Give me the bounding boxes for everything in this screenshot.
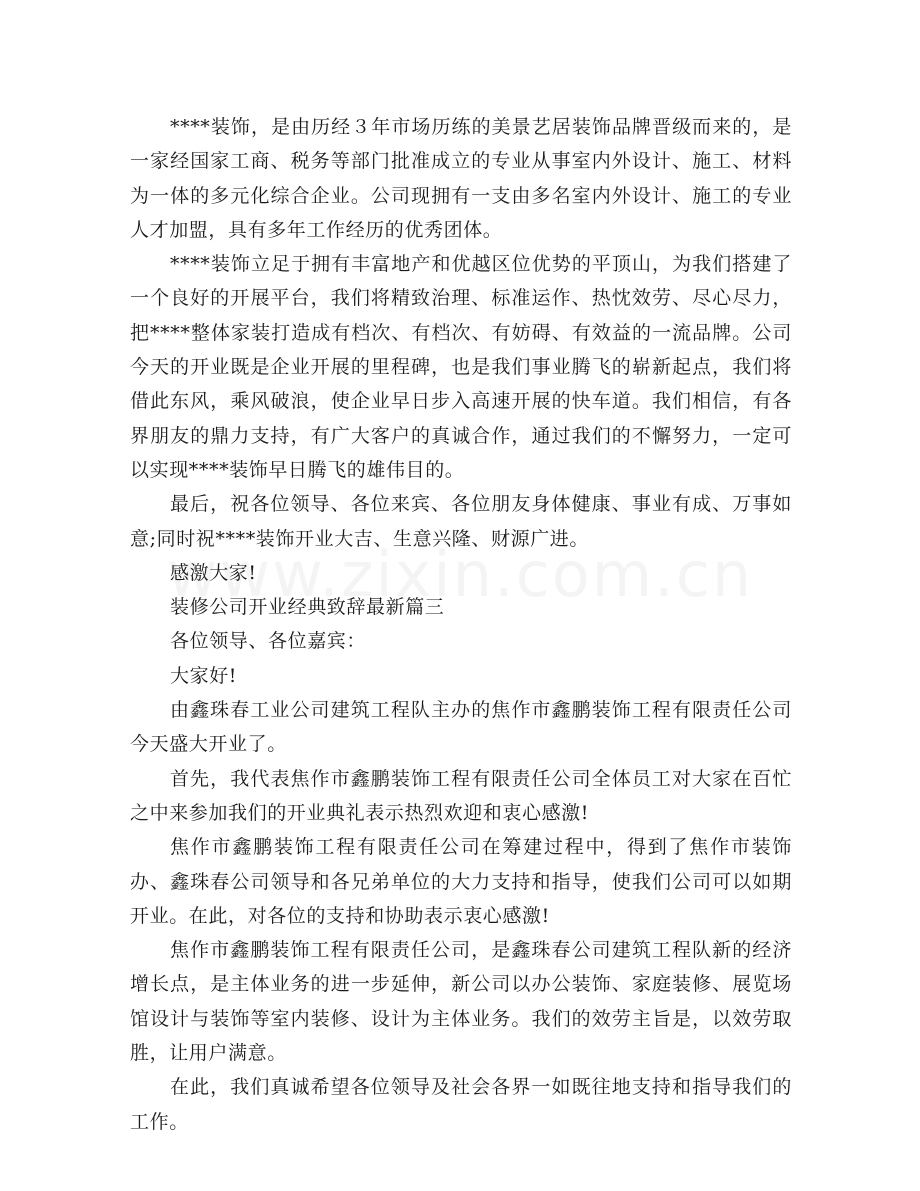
paragraph-company-vision: ****装饰立足于拥有丰富地产和优越区位优势的平顶山，为我们搭建了一个良好的开展平台，我们将精致治理、标准运作、热忱效劳、尽心尽力，把****整体家装打造成有档次、有档次、有妨碍、有效益的一流品牌。公司今天的开业既是企业开展的里程碑，也是我们事业腾飞的崭新起点，我们将借此东风，乘风破浪，使企业早日步入高速开展的快车道。我们相信，有各界朋友的鼎力支持，有广大客户的真诚合作，通过我们的不懈努力，一定可以实现****装饰早日腾飞的雄伟目的。 <box>130 253 792 481</box>
paragraph-company-intro: ****装饰，是由历经３年市场历练的美景艺居装饰品牌晋级而来的，是一家经国家工商、税务等部门批准成立的专业从事室内外设计、施工、材料为一体的多元化综合企业。公司现拥有一支由多名室内外设计、施工的专业人才加盟，具有多年工作经历的优秀团体。 <box>130 116 792 241</box>
paragraph-hope: 在此，我们真诚希望各位领导及社会各界一如既往地支持和指导我们的工作。 <box>130 1076 792 1133</box>
paragraph-acknowledgement: 焦作市鑫鹏装饰工程有限责任公司在筹建过程中，得到了焦作市装饰办、鑫珠春公司领导和各兄弟单位的大力支持和指导，使我们公司可以如期开业。在此，对各位的支持和协助表示衷心感激! <box>130 836 792 927</box>
paragraph-greeting: 大家好! <box>170 664 238 687</box>
paragraph-closing-wishes: 最后，祝各位领导、各位来宾、各位朋友身体健康、事业有成、万事如意;同时祝****装饰开业大吉、生意兴隆、财源广进。 <box>130 493 792 550</box>
paragraph-business-scope: 焦作市鑫鹏装饰工程有限责任公司，是鑫珠春公司建筑工程队新的经济增长点，是主体业务的进一步延伸，新公司以办公装饰、家庭装修、展览场馆设计与装饰等室内装修、设计为主体业务。我们的效劳主旨是，以效劳取胜，让用户满意。 <box>130 939 792 1065</box>
paragraph-salutation: 各位领导、各位嘉宾： <box>170 630 367 653</box>
section-heading: 装修公司开业经典致辞最新篇三 <box>170 596 445 619</box>
paragraph-welcome: 首先，我代表焦作市鑫鹏装饰工程有限责任公司全体员工对大家在百忙之中来参加我们的开业典礼表示热烈欢迎和衷心感激! <box>130 767 792 824</box>
paragraph-thanks: 感激大家! <box>170 561 257 584</box>
paragraph-opening-announcement: 由鑫珠春工业公司建筑工程队主办的焦作市鑫鹏装饰工程有限责任公司今天盛大开业了。 <box>130 699 792 756</box>
document-body <box>130 110 792 1139</box>
